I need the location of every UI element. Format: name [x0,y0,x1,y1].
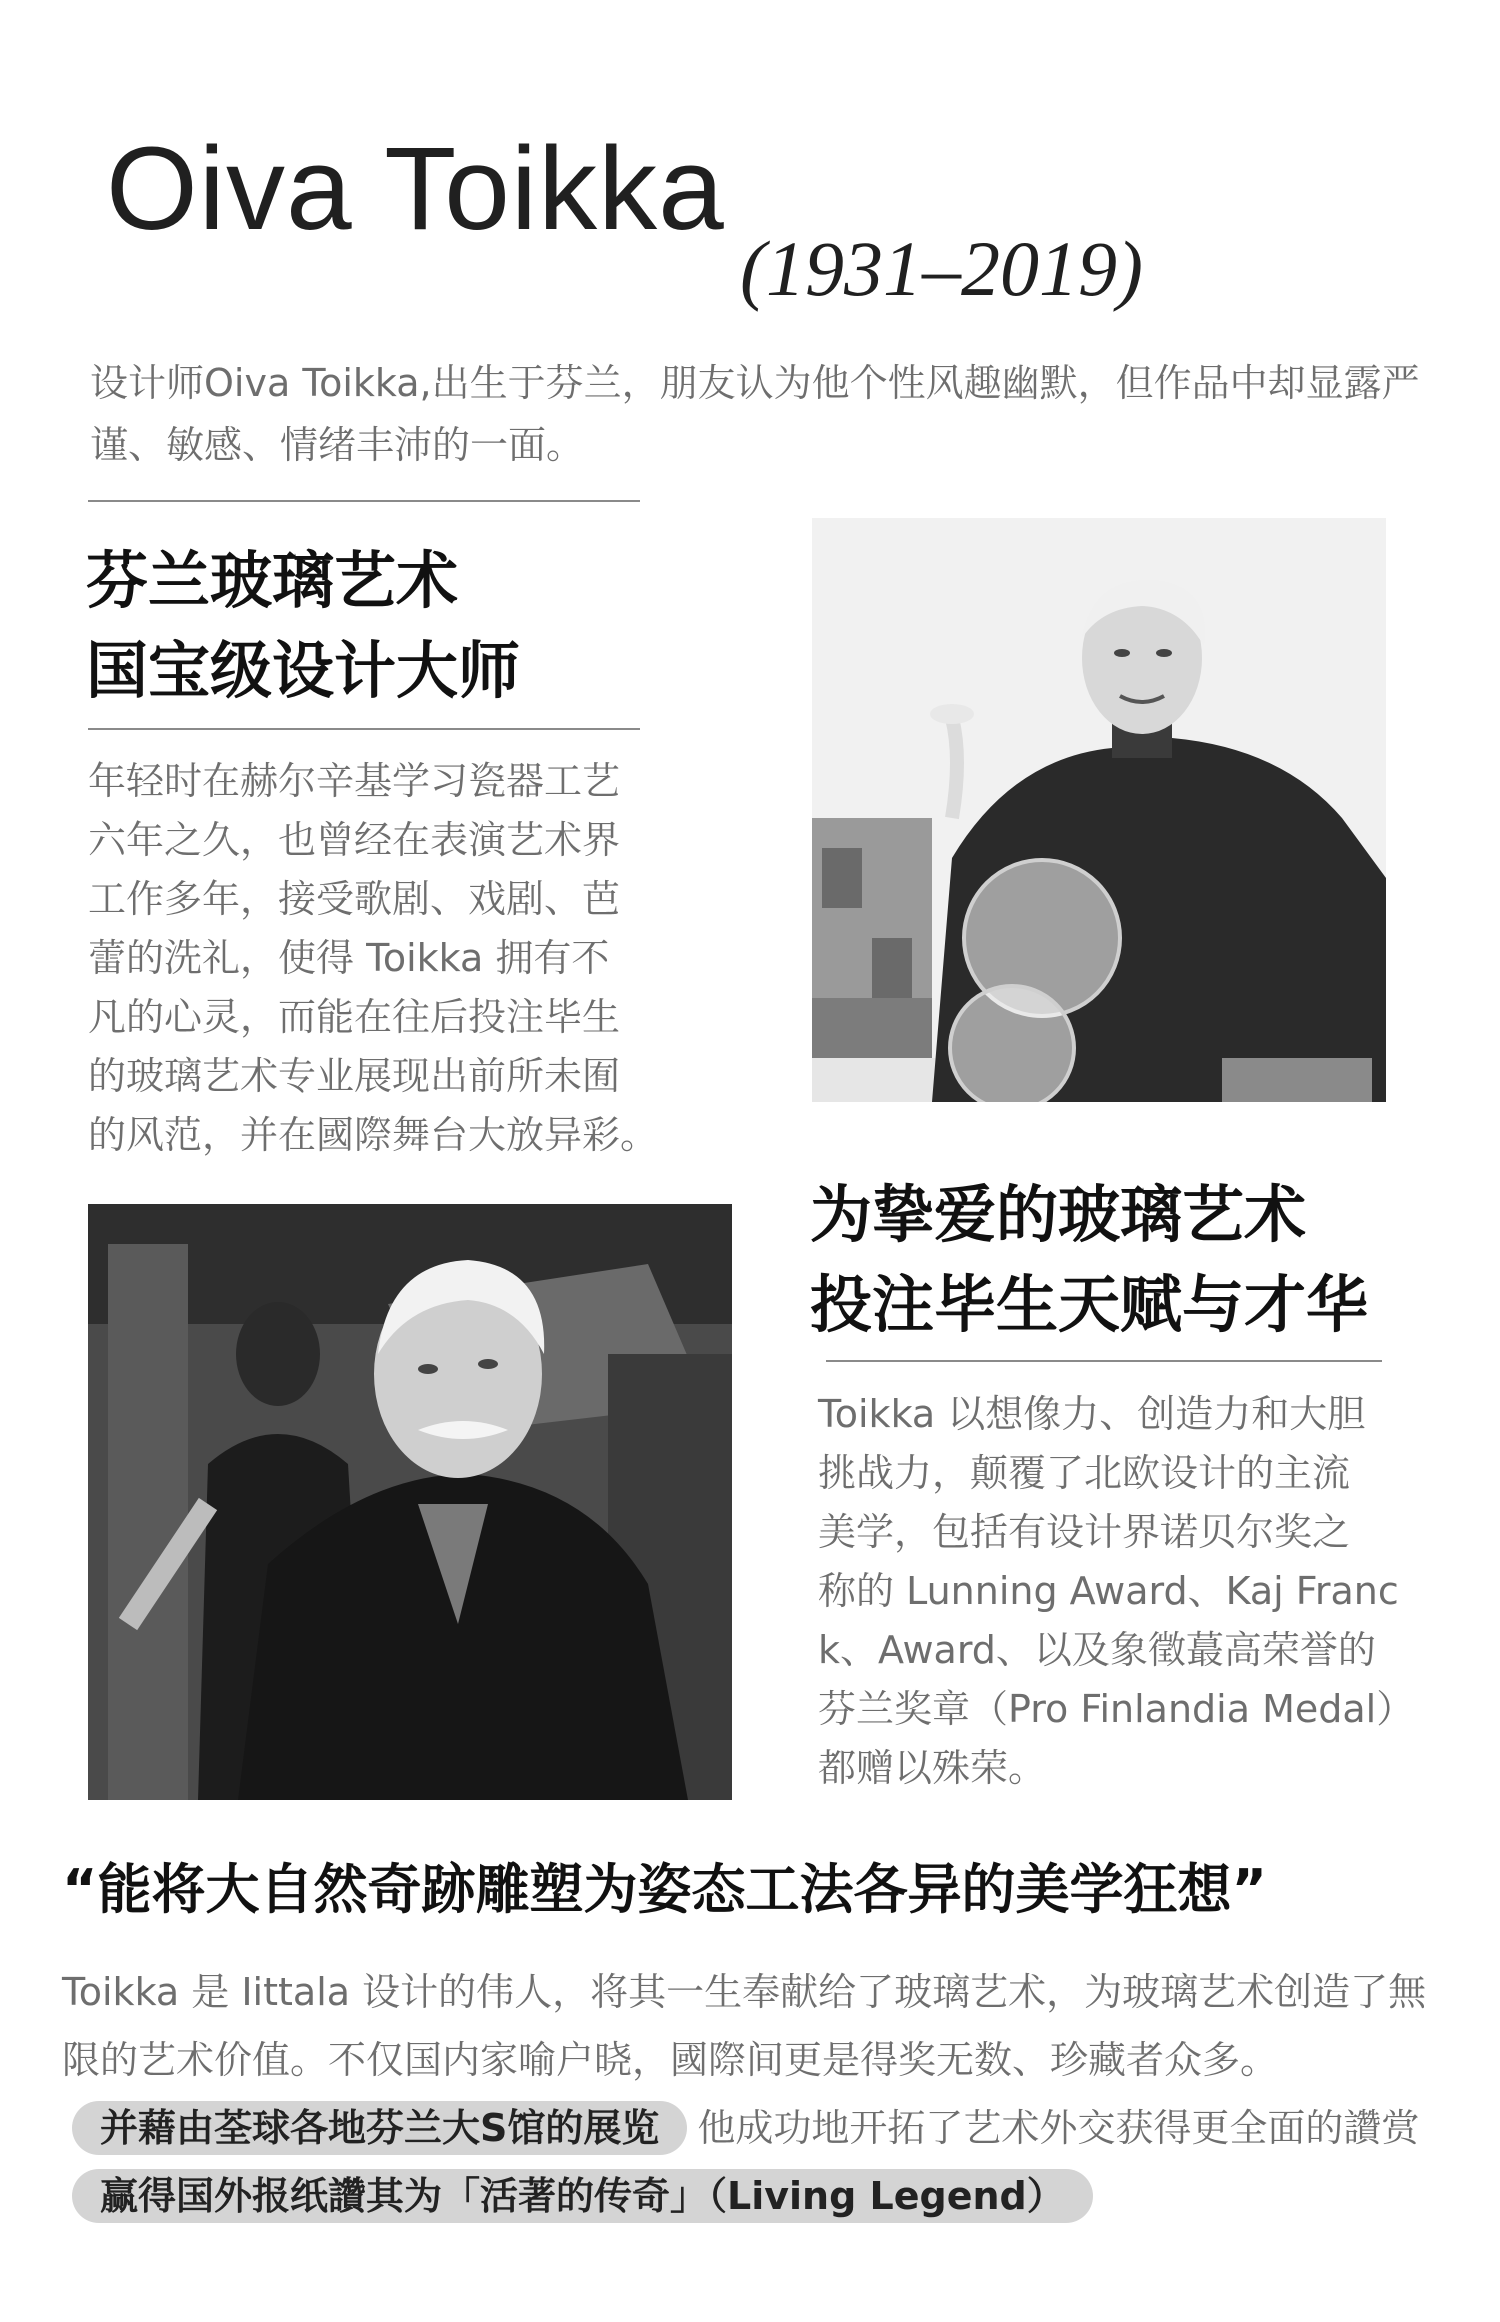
section1-body-line: 年轻时在赫尔辛基学习瓷器工艺 [88,759,621,803]
section1-body-line: 六年之久，也曾经在表演艺术界 [88,818,621,862]
intro-paragraph: 设计师Oiva Toikka,出生于芬兰，朋友认为他个性风趣幽默，但作品中却显露严谨、敏感、情绪丰沛的一面。 [90,361,1420,467]
section1-body-line: 蕾的洗礼，使得 Toikka 拥有不 [88,936,610,980]
designer-name: Oiva Toikka [106,123,725,255]
section1-body-line: 的玻璃艺术专业展现出前所未囿 [88,1054,621,1098]
section2-body-line: 都赠以殊荣。 [818,1746,1047,1790]
section1-heading-line1: 芬兰玻璃艺术 [86,544,459,617]
section2-body-line: Toikka 以想像力、创造力和大胆 [818,1392,1366,1436]
photo-toikka-studio-image [88,1204,732,1800]
section2-body-line: 芬兰奖章（Pro Finlandia Medal） [818,1687,1415,1731]
closing-text-1: Toikka 是 Iittala 设计的伟人，将其一生奉献给了玻璃艺术，为玻璃艺术创造了無限的艺术价值。不仅国内家喻户晓，國際间更是得奖无数、珍藏者众多。 [62,1970,1427,2082]
section2-heading-line1: 为挚爱的玻璃艺术 [810,1178,1307,1251]
section1-body [88,752,728,1165]
section2-body-line: 挑战力，颠覆了北欧设计的主流 [818,1451,1351,1495]
divider-section1 [88,728,640,730]
divider-section2 [826,1360,1382,1362]
section2-body-line: 美学，包括有设计界诺贝尔奖之 [818,1510,1351,1554]
photo-toikka-studio [88,1204,732,1800]
divider-top [88,500,640,502]
pull-quote: “能将大自然奇跡雕塑为姿态工法各异的美学狂想” [62,1858,1267,1921]
closing-text-2: 他成功地开拓了艺术外交获得更全面的讚赏 [697,2106,1420,2150]
photo-toikka-glass-sculpture-image [812,518,1386,1102]
section2-heading-line2: 投注毕生天赋与才华 [810,1268,1369,1341]
section1-body-line: 工作多年，接受歌剧、戏剧、芭 [88,877,621,921]
section1-heading-line2: 国宝级设计大师 [86,634,521,707]
section1-body-line: 凡的心灵，而能在往后投注毕生 [88,995,621,1039]
section2-body [818,1385,1438,1798]
section1-heading [86,536,520,716]
section1-body-line: 的风范，并在國際舞台大放异彩。 [88,1113,659,1157]
highlight-pill-exhibitions: 并藉由荃球各地芬兰大S馆的展览 [72,2101,687,2155]
section2-body-line: 称的 Lunning Award、Kaj Franc [818,1569,1399,1613]
photo-toikka-glass-sculpture [812,518,1386,1102]
highlight-pill-living-legend: 赢得国外报纸讚其为「活著的传奇」（Living Legend） [72,2169,1093,2223]
section2-heading [810,1170,1368,1350]
section2-body-line: k、Award、以及象徵蕞高荣誉的 [818,1628,1376,1672]
designer-years: (1931–2019) [740,225,1143,312]
closing-paragraph [62,1958,1452,2230]
